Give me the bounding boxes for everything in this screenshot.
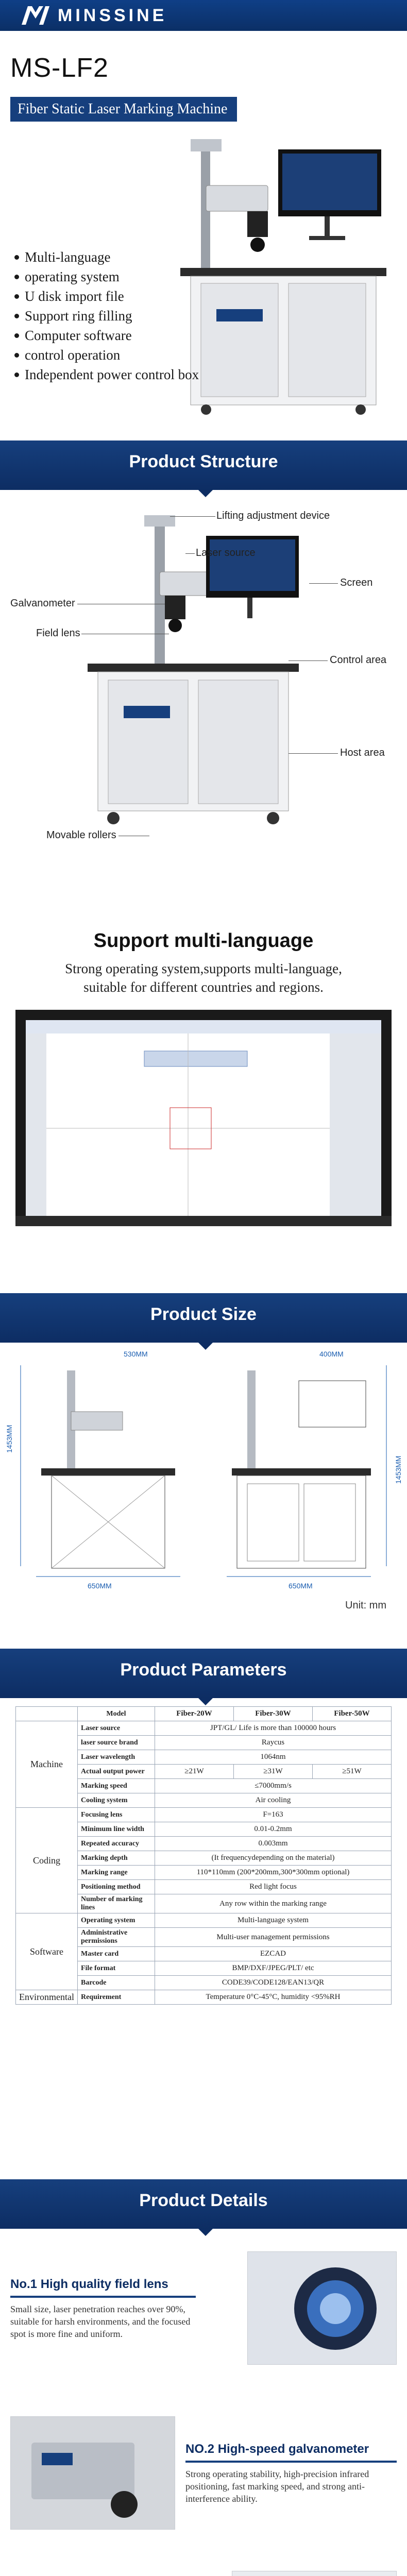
dim-height-left: 1453MM	[5, 1425, 13, 1453]
callout-rollers: Movable rollers	[46, 829, 116, 841]
parameter-label: laser source brand	[77, 1736, 155, 1750]
feature-item-continuation: operating system	[13, 267, 199, 286]
detail-2-title	[185, 2442, 369, 2456]
header-cell: Model	[77, 1707, 155, 1721]
parameter-value: ≥51W	[312, 1765, 391, 1779]
callout-line	[289, 660, 328, 661]
parameter-value: 0.003mm	[155, 1837, 391, 1851]
parameter-value: Temperature 0°C-45°C, humidity <95%RH	[155, 1990, 391, 2005]
detail-2-image	[10, 2416, 175, 2530]
parameter-value: Air cooling	[155, 1793, 391, 1808]
feature-item: Support ring filling	[13, 306, 199, 326]
parameter-label: Requirement	[77, 1990, 155, 2005]
parameter-value: JPT/GL/ Life is more than 100000 hours	[155, 1721, 391, 1736]
section-header-size	[0, 1293, 407, 1343]
detail-3-image	[232, 2571, 397, 2576]
section-header-details	[0, 2179, 407, 2229]
callout-control-area: Control area	[330, 654, 387, 666]
parameter-value: ≥31W	[233, 1765, 312, 1779]
feature-item: Computer software	[13, 326, 199, 345]
callout-line	[309, 583, 338, 584]
detail-1-image	[247, 2251, 397, 2365]
parameter-value: CODE39/CODE128/EAN13/QR	[155, 1976, 391, 1990]
section-title: Product Parameters	[120, 1660, 287, 1680]
parameter-label: Marking range	[77, 1866, 155, 1880]
parameter-category: Environmental	[16, 1990, 78, 2005]
section-title: Product Size	[150, 1304, 257, 1324]
structure-machine-image	[77, 515, 304, 835]
header-cell: Fiber-50W	[312, 1707, 391, 1721]
callout-line	[170, 516, 215, 517]
parameter-label: Laser wavelength	[77, 1750, 155, 1765]
dim-depth-b: 400MM	[319, 1350, 344, 1358]
callout-line	[289, 753, 338, 754]
section-pointer	[198, 490, 213, 497]
parameter-value: ≥21W	[155, 1765, 233, 1779]
parameter-label: Administrative permissions	[77, 1928, 155, 1947]
parameter-row	[16, 1808, 392, 1822]
parameter-value: Any row within the marking range	[155, 1894, 391, 1913]
feature-item: Multi-language	[13, 247, 199, 267]
parameter-value: BMP/DXF/JPEG/PLT/ etc	[155, 1961, 391, 1976]
section-header-structure	[0, 440, 407, 490]
brand-header-bar	[0, 0, 407, 31]
m-logo-icon	[21, 4, 50, 27]
callout-field-lens: Field lens	[36, 628, 80, 639]
detail-rule	[185, 2461, 397, 2463]
detail-heading: High quality field lens	[40, 2277, 168, 2291]
header-cell: Fiber-20W	[155, 1707, 233, 1721]
parameter-row	[16, 1721, 392, 1736]
multilang-title: Support multi-language	[93, 930, 314, 952]
parameter-row	[16, 1913, 392, 1928]
parameter-value: 1064nm	[155, 1750, 391, 1765]
parameter-value: Multi-user management permissions	[155, 1928, 391, 1947]
brand-name: MINSSINE	[58, 5, 167, 25]
parameter-row	[16, 1990, 392, 2005]
size-drawing-side	[10, 1360, 196, 1587]
section-title: Product Structure	[129, 452, 278, 471]
feature-list	[13, 247, 199, 384]
parameter-label: Marking depth	[77, 1851, 155, 1866]
parameter-label: Laser source	[77, 1721, 155, 1736]
parameter-label: Focusing lens	[77, 1808, 155, 1822]
parameter-value: 110*110mm (200*200mm,300*300mm optional)	[155, 1866, 391, 1880]
parameter-label: File format	[77, 1961, 155, 1976]
dim-depth-a: 530MM	[124, 1350, 148, 1358]
parameter-table	[15, 1706, 392, 2005]
callout-laser-source: Laser source	[196, 547, 256, 558]
parameter-value: EZCAD	[155, 1947, 391, 1961]
parameter-value: 0.01-0.2mm	[155, 1822, 391, 1837]
detail-number: No.1	[10, 2277, 38, 2291]
detail-heading: High-speed galvanometer	[217, 2442, 369, 2456]
feature-item: U disk import file	[13, 286, 199, 306]
parameter-label: Actual output power	[77, 1765, 155, 1779]
section-pointer	[198, 1698, 213, 1705]
parameter-header-row	[16, 1707, 392, 1721]
multilang-desc	[15, 959, 392, 996]
parameter-label: Operating system	[77, 1913, 155, 1928]
dim-width-left: 650MM	[88, 1582, 112, 1590]
subtitle-text: Fiber Static Laser Marking Machine	[18, 101, 228, 117]
multilang-desc-line: suitable for different countries and regions.	[83, 979, 324, 995]
parameter-value: (It frequencydepending on the material)	[155, 1851, 391, 1866]
header-cell: Fiber-30W	[233, 1707, 312, 1721]
unit-note: Unit: mm	[345, 1600, 386, 1611]
callout-host-area: Host area	[340, 747, 385, 758]
parameter-value: F=163	[155, 1808, 391, 1822]
parameter-value: Raycus	[155, 1736, 391, 1750]
detail-2-text: Strong operating stability, high-precision infrared positioning, fast marking speed, and strong anti-interference ability.	[185, 2469, 369, 2504]
parameter-value: Multi-language system	[155, 1913, 391, 1928]
parameter-value: ≤7000mm/s	[155, 1779, 391, 1793]
model-title: MS-LF2	[10, 53, 109, 83]
detail-1-text: Small size, laser penetration reaches over 90%, suitable for harsh environments, and the focused spot is more fine and uniform.	[10, 2304, 191, 2339]
parameter-label: Master card	[77, 1947, 155, 1961]
multilang-desc-line: Strong operating system,supports multi-language,	[65, 961, 342, 976]
parameter-label: Minimum line width	[77, 1822, 155, 1837]
dim-width-right: 650MM	[289, 1582, 313, 1590]
hero-machine-image	[170, 129, 397, 417]
parameter-category: Machine	[16, 1721, 78, 1808]
size-drawing-front	[216, 1360, 397, 1587]
callout-screen: Screen	[340, 577, 373, 588]
parameter-label: Cooling system	[77, 1793, 155, 1808]
parameter-table-body	[16, 1707, 392, 2005]
header-blank	[16, 1707, 78, 1721]
parameter-category: Coding	[16, 1808, 78, 1913]
software-screenshot-image	[15, 1010, 392, 1226]
section-header-parameters	[0, 1649, 407, 1698]
parameter-label: Positioning method	[77, 1880, 155, 1894]
detail-rule	[10, 2296, 196, 2298]
section-pointer	[198, 2229, 213, 2236]
parameter-label: Barcode	[77, 1976, 155, 1990]
callout-lifting: Lifting adjustment device	[216, 510, 330, 521]
section-title: Product Details	[139, 2191, 268, 2210]
callout-line	[185, 553, 195, 554]
dim-height-right: 1453MM	[394, 1455, 402, 1484]
parameter-label: Number of marking lines	[77, 1894, 155, 1913]
feature-item-continuation: control operation	[13, 345, 199, 365]
detail-number: NO.2	[185, 2442, 215, 2456]
parameter-value: Red light focus	[155, 1880, 391, 1894]
brand[interactable]	[21, 4, 167, 27]
feature-item: Independent power control box	[13, 365, 199, 384]
detail-1-title	[10, 2277, 168, 2292]
callout-galvanometer: Galvanometer	[10, 598, 75, 609]
subtitle-bar	[10, 97, 237, 122]
parameter-category: Software	[16, 1913, 78, 1990]
section-pointer	[198, 1343, 213, 1350]
parameter-label: Marking speed	[77, 1779, 155, 1793]
parameter-label: Repeated accuracy	[77, 1837, 155, 1851]
